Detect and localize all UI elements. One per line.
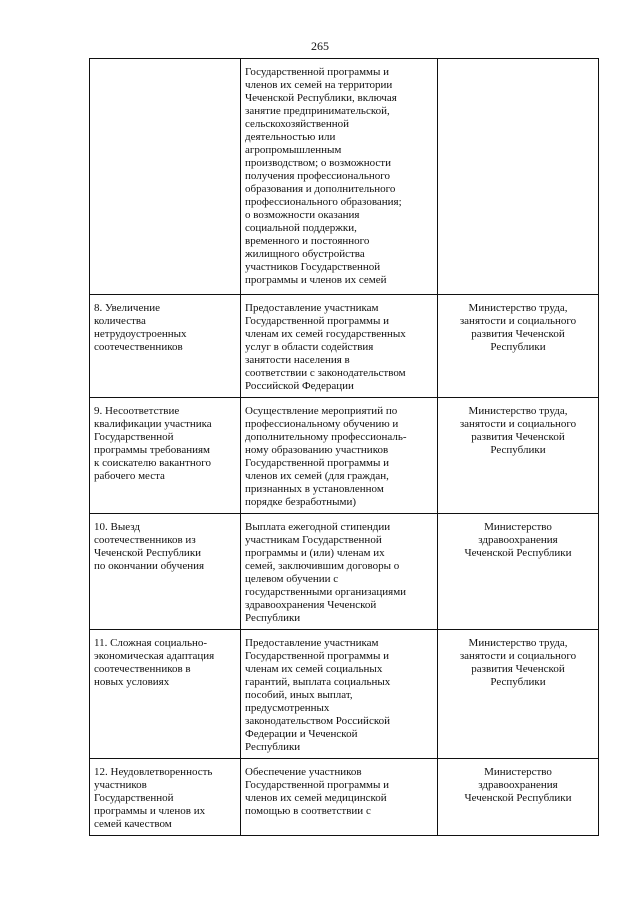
problem-cell: 8. Увеличение количества нетрудоустроенных соотечественников xyxy=(90,295,241,398)
page-number: 265 xyxy=(311,39,329,53)
table-row xyxy=(90,59,599,295)
problem-cell: 9. Несоответствие квалификации участника Государственной программы требованиям к соискателю вакантного рабочего места xyxy=(90,398,241,514)
table-row xyxy=(90,759,599,836)
table-row xyxy=(90,398,599,514)
measures-table xyxy=(89,58,599,836)
executor-cell: Министерство труда, занятости и социального развития Чеченской Республики xyxy=(438,630,599,759)
executor-cell: Министерство труда, занятости и социального развития Чеченской Республики xyxy=(438,398,599,514)
problem-cell: 11. Сложная социально- экономическая адаптация соотечественников в новых условиях xyxy=(90,630,241,759)
executor-cell: Министерство здравоохранения Чеченской Республики xyxy=(438,514,599,630)
problem-cell: 10. Выезд соотечественников из Чеченской Республики по окончании обучения xyxy=(90,514,241,630)
table-row xyxy=(90,295,599,398)
measure-cell: Предоставление участникам Государственной программы и членам их семей государственных услуг в области содействия занятости населения в соответствии с законодательством Российской Федерации xyxy=(241,295,438,398)
measure-cell: Предоставление участникам Государственной программы и членам их семей социальных гарантий, выплата социальных пособий, иных выплат, предусмотренных законодательством Российской Федерации и Чеченской Республики xyxy=(241,630,438,759)
problem-cell: 12. Неудовлетворенность участников Государственной программы и членов их семей качеством xyxy=(90,759,241,836)
problem-cell xyxy=(90,59,241,295)
measure-cell: Государственной программы и членов их семей на территории Чеченской Республики, включая занятие предпринимательской, сельскохозяйственной деятельностью или агропромышленным производством; о возможности получения профессионального образования и дополнительного профессионального образования; о возможности оказания социальной поддержки, временного и постоянного жилищного обустройства участников Государственной программы и членов их семей xyxy=(241,59,438,295)
measure-cell: Обеспечение участников Государственной программы и членов их семей медицинской помощью в соответствии с xyxy=(241,759,438,836)
executor-cell: Министерство труда, занятости и социального развития Чеченской Республики xyxy=(438,295,599,398)
measure-cell: Осуществление мероприятий по профессиональному обучению и дополнительному профессиональ- ному образованию участников Государственной программы и членов их семей (для граждан, признанных в установленном порядке безработными) xyxy=(241,398,438,514)
table-row xyxy=(90,630,599,759)
measure-cell: Выплата ежегодной стипендии участникам Государственной программы и (или) членам их семей, заключившим договоры о целевом обучении с государственными организациями здравоохранения Чеченской Республики xyxy=(241,514,438,630)
executor-cell xyxy=(438,59,599,295)
executor-cell: Министерство здравоохранения Чеченской Республики xyxy=(438,759,599,836)
table-row xyxy=(90,514,599,630)
